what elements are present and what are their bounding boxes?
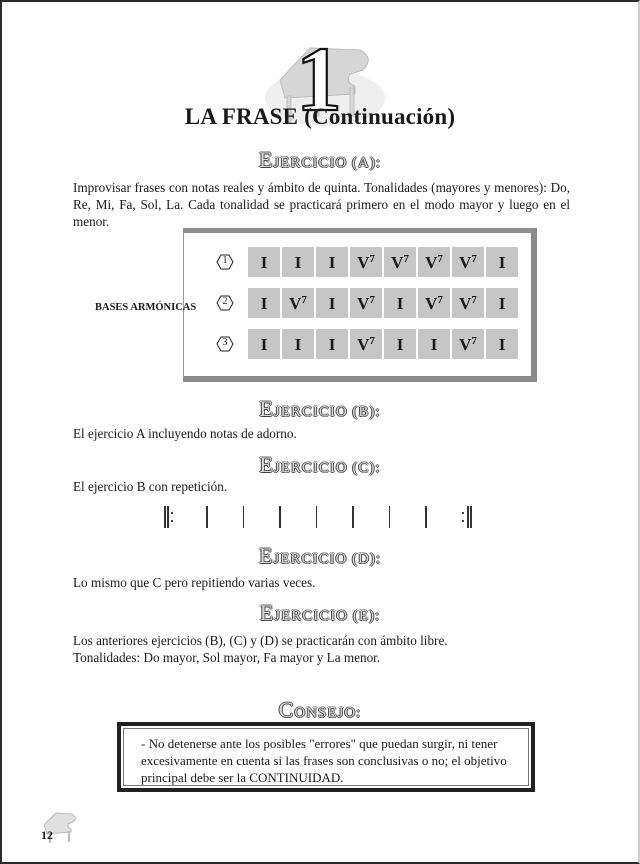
chord-degree: I [498, 294, 506, 313]
chord-degree: I [498, 253, 506, 272]
chord-degree: I [328, 335, 336, 354]
chord-cell [384, 288, 416, 318]
chord-degree: I [260, 253, 268, 272]
chord-degree: V [357, 335, 370, 354]
chord-degree: V [391, 253, 404, 272]
chord-cell [418, 247, 450, 277]
chapter-number: 1 [296, 28, 342, 128]
chord-seventh: 7 [403, 253, 409, 265]
chord-cell [384, 329, 416, 359]
row-number-badge [216, 254, 234, 270]
bar-line [425, 506, 427, 528]
chord-degree: V [459, 335, 472, 354]
chord-degree: I [294, 253, 302, 272]
heading-initial: C [278, 697, 295, 722]
chord-seventh: 7 [369, 335, 375, 347]
exercise-b-heading [0, 396, 640, 422]
chord-degree: I [328, 253, 336, 272]
chord-cell [316, 247, 348, 277]
advice-heading [0, 697, 640, 723]
heading-initial: E [259, 396, 274, 421]
chord-cell [486, 329, 518, 359]
chord-cell [350, 329, 382, 359]
chord-cell [452, 329, 484, 359]
chord-degree: I [328, 294, 336, 313]
repeat-end-bar [467, 506, 469, 528]
chord-cell [384, 247, 416, 277]
repeat-start-dots [171, 511, 173, 523]
chord-cell [486, 288, 518, 318]
exercise-a-text: Improvisar frases con notas reales y ámbito de quinta. Tonalidades (mayores y menores): Do, Re, Mi, Fa, Sol, La. Cada tonalidad se practicará primero en el modo mayor y luego en el menor. [73, 180, 570, 229]
chord-seventh: 7 [369, 294, 375, 306]
chord-seventh: 7 [471, 294, 477, 306]
row-number: 1 [222, 255, 228, 266]
chord-degree: I [396, 294, 404, 313]
bar-line [279, 506, 281, 528]
chord-cell [350, 247, 382, 277]
row-number-badge [216, 336, 234, 352]
heading-initial: E [259, 600, 275, 625]
bar-line [243, 506, 245, 528]
repeat-end-dots [462, 511, 464, 523]
heading-rest: JERCICIO (C): [273, 460, 381, 476]
chord-cell [282, 288, 314, 318]
chord-seventh: 7 [301, 294, 307, 306]
row-number: 3 [222, 337, 228, 348]
repeat-start-bar [167, 506, 169, 528]
chord-degree: I [294, 335, 302, 354]
chord-degree: V [425, 253, 438, 272]
row-number-badge [216, 295, 234, 311]
advice-text: - No detenerse ante los posibles "errores" que puedan surgir, ni tener excesivamente en cuenta si las frases son conclusivas o no; el objetivo principal debe ser la CONTINUIDAD. [141, 736, 507, 785]
chord-cell [452, 288, 484, 318]
exercise-e-heading [0, 600, 640, 626]
chord-cell [282, 329, 314, 359]
exercise-e-text-line2: Tonalidades: Do mayor, Sol mayor, Fa mayor y La menor. [73, 650, 381, 665]
advice-box [117, 722, 535, 792]
heading-rest: JERCICIO (B): [273, 404, 381, 420]
chord-degree: V [459, 253, 472, 272]
chord-degree: I [260, 335, 268, 354]
repeat-start-bar [164, 506, 166, 528]
bar-line [352, 506, 354, 528]
chord-seventh: 7 [437, 253, 443, 265]
bar-line [316, 506, 318, 528]
chord-cell [486, 247, 518, 277]
exercise-d-text: Lo mismo que C pero repitiendo varias veces. [73, 575, 316, 590]
chord-degree: I [396, 335, 404, 354]
chord-seventh: 7 [369, 253, 375, 265]
chord-cell [248, 288, 280, 318]
exercise-c-text: El ejercicio B con repetición. [73, 479, 228, 494]
chord-seventh: 7 [471, 253, 477, 265]
chord-degree: V [425, 294, 438, 313]
chord-seventh: 7 [437, 294, 443, 306]
page-title: LA FRASE (Continuación) [184, 104, 456, 129]
chord-degree: V [357, 253, 370, 272]
chord-seventh: 7 [471, 335, 477, 347]
heading-initial: E [259, 452, 274, 477]
heading-rest: JERCICIO (A): [273, 155, 382, 171]
row-number: 2 [222, 296, 228, 307]
page-number: 12 [41, 828, 53, 842]
chord-cell [248, 247, 280, 277]
chord-cell [418, 329, 450, 359]
chord-degree: I [498, 335, 506, 354]
chord-cell [248, 329, 280, 359]
heading-initial: E [258, 543, 274, 568]
repeat-end-bar [470, 506, 472, 528]
chord-cell [350, 288, 382, 318]
chord-cell [418, 288, 450, 318]
heading-rest: ONSEJO: [294, 705, 362, 721]
bar-line [389, 506, 391, 528]
chord-degree: V [357, 294, 370, 313]
chord-degree: I [430, 335, 438, 354]
chord-degree: I [260, 294, 268, 313]
heading-rest: JERCICIO (D): [273, 551, 382, 567]
exercise-c-heading [0, 452, 640, 478]
exercise-d-heading [0, 543, 640, 569]
chord-cell [282, 247, 314, 277]
exercise-a-heading [0, 147, 640, 173]
chord-degree: V [289, 294, 302, 313]
exercise-b-text: El ejercicio A incluyendo notas de adorno. [73, 426, 297, 441]
bar-line [206, 506, 208, 528]
bases-label: BASES ARMÓNICAS [95, 302, 197, 313]
exercise-e-text-line1: Los anteriores ejercicios (B), (C) y (D) se practicarán con ámbito libre. [73, 633, 448, 648]
heading-rest: JERCICIO (E): [274, 608, 381, 624]
chord-cell [316, 288, 348, 318]
chord-degree: V [459, 294, 472, 313]
chord-cell [452, 247, 484, 277]
chord-cell [316, 329, 348, 359]
heading-initial: E [258, 147, 274, 172]
